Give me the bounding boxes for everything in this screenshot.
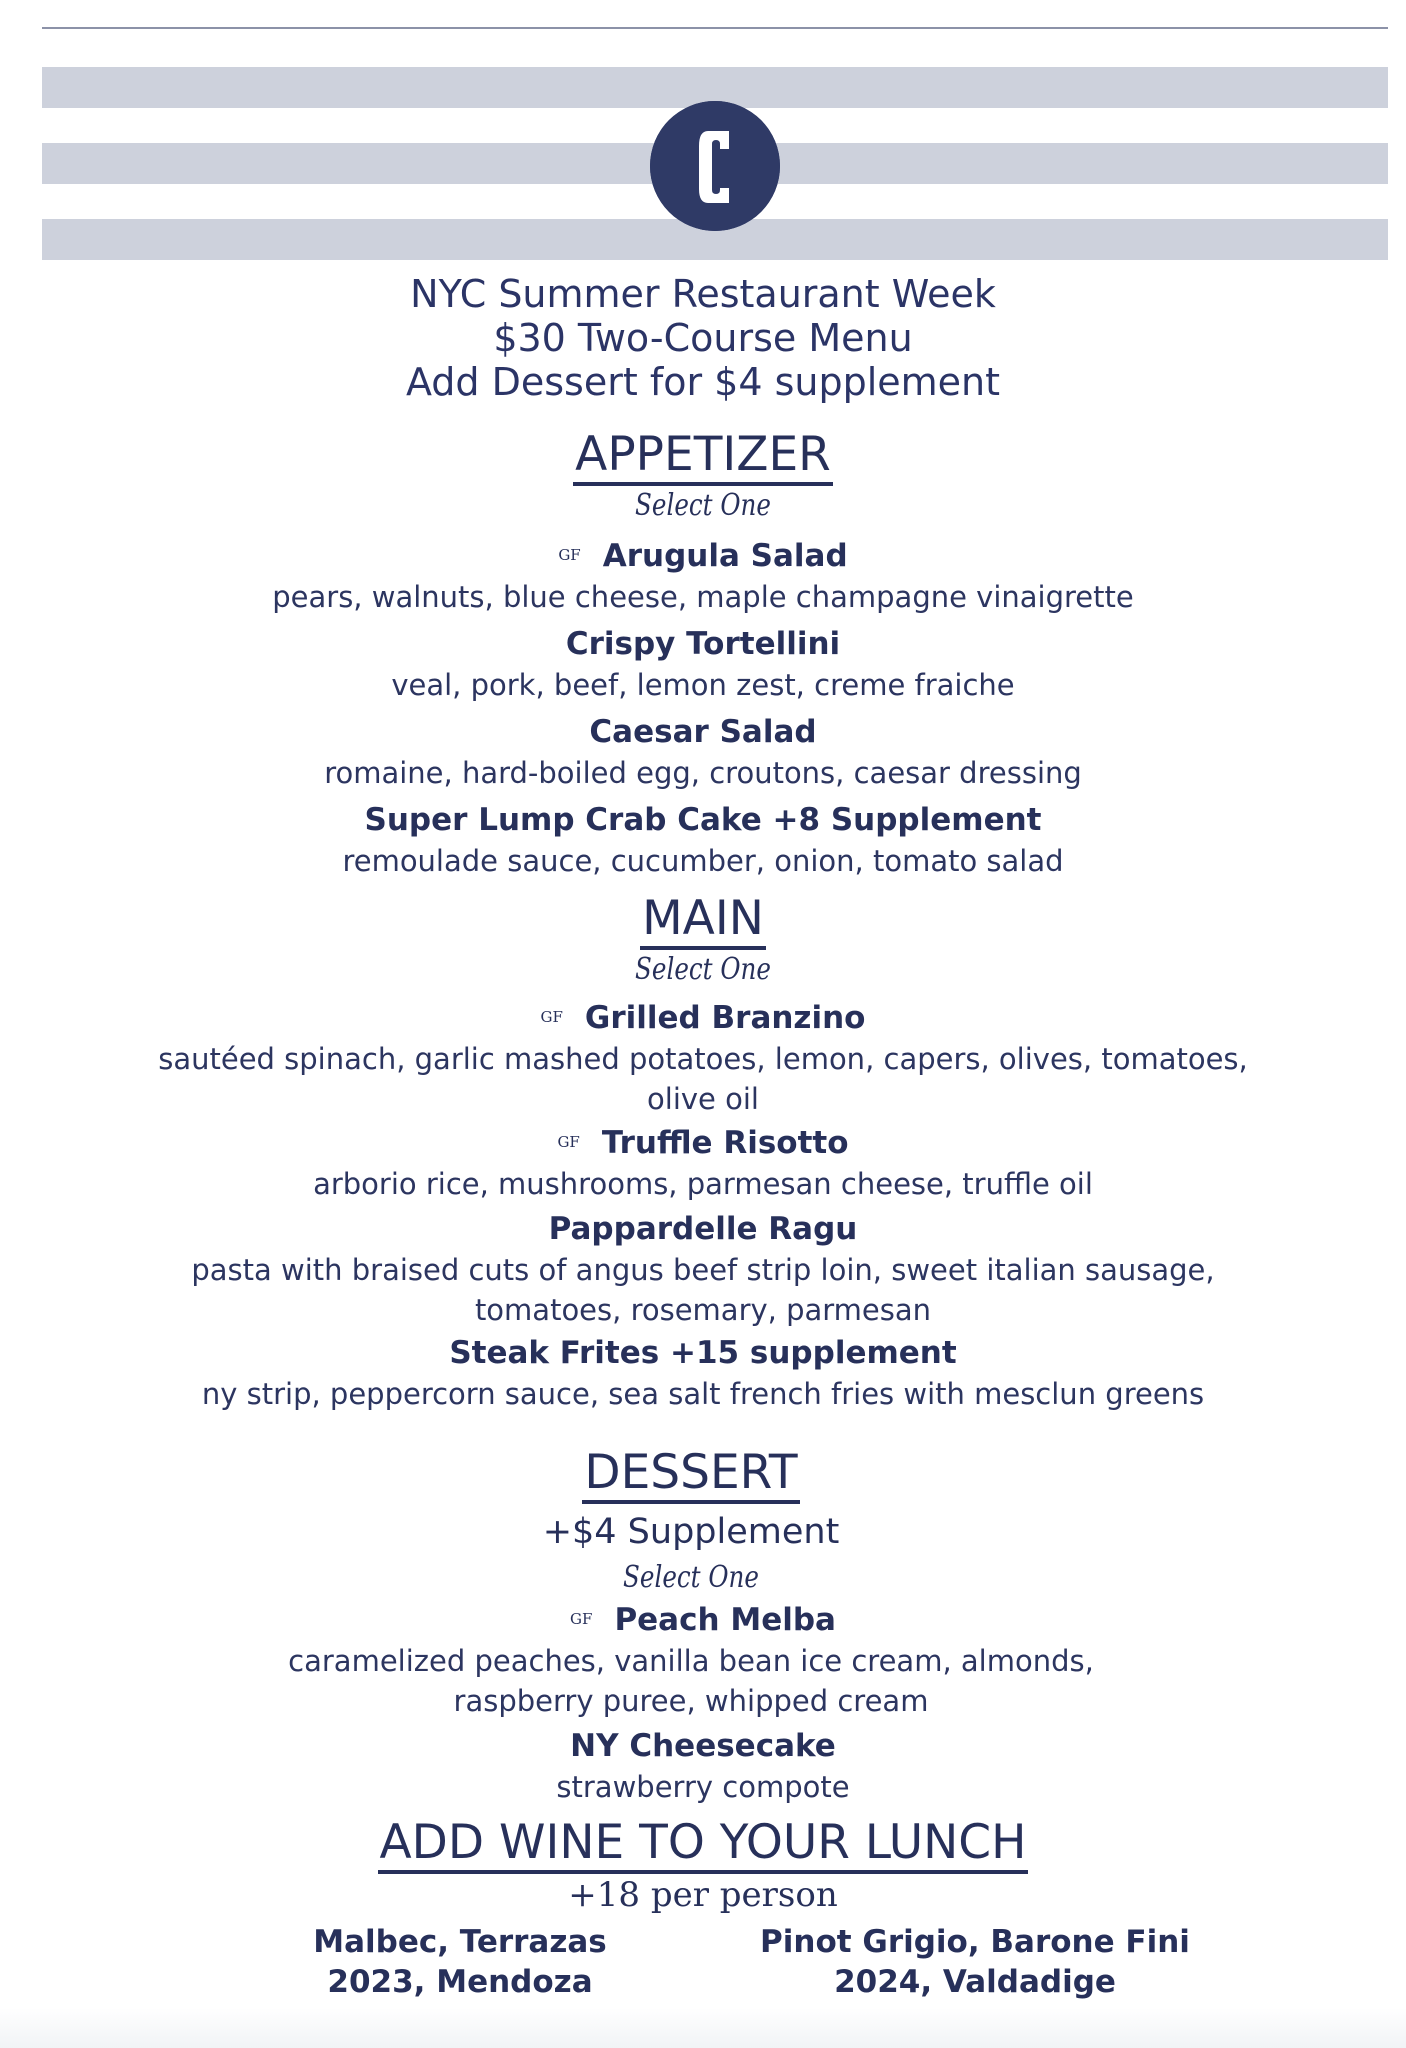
item-description: olive oil [647, 1082, 759, 1116]
appetizer-instruction: Select One [635, 488, 771, 523]
item-name: Grilled Branzino [584, 1000, 866, 1036]
item-name: Steak Frites +15 supplement [449, 1335, 957, 1371]
wine-title: ADD WINE TO YOUR LUNCH [378, 1816, 1029, 1874]
item-name: Truffle Risotto [601, 1125, 849, 1161]
menu-item [0, 1121, 1406, 1204]
wine-section [0, 1816, 1406, 1916]
dessert-title: DESSERT [582, 1446, 799, 1504]
menu-item [0, 711, 1406, 793]
menu-intro [0, 272, 1406, 404]
wine-option [735, 1922, 1215, 2002]
bottom-fade [0, 2008, 1406, 2048]
dessert-supplement: +$4 Supplement [542, 1512, 840, 1552]
gluten-free-icon: GF [557, 1133, 580, 1151]
item-name: Pappardelle Ragu [548, 1211, 858, 1247]
intro-price: $30 Two-Course Menu [493, 316, 913, 360]
gluten-free-icon: GF [570, 1610, 593, 1628]
item-name: Peach Melba [614, 1602, 836, 1638]
item-name: Super Lump Crab Cake +8 Supplement [364, 802, 1042, 838]
menu-item [0, 799, 1406, 881]
wine-price: +18 per person [568, 1875, 838, 1915]
intro-dessert: Add Dessert for $4 supplement [405, 360, 1001, 404]
item-description: remoulade sauce, cucumber, onion, tomato salad [342, 844, 1064, 878]
item-name: Crispy Tortellini [565, 626, 841, 662]
item-description: tomatoes, rosemary, parmesan [474, 1293, 932, 1327]
item-name: Caesar Salad [589, 714, 817, 750]
menu-item [0, 623, 1406, 705]
item-description: romaine, hard-boiled egg, croutons, caesar dressing [324, 756, 1082, 790]
menu-item [0, 1725, 1394, 1807]
gluten-free-icon: GF [540, 1008, 563, 1026]
appetizer-section [0, 428, 1406, 881]
wine-name: Pinot Grigio, Barone Fini [760, 1924, 1190, 1960]
wine-name: Malbec, Terrazas [313, 1924, 607, 1960]
item-name: Arugula Salad [602, 538, 848, 574]
item-description: pears, walnuts, blue cheese, maple champagne vinaigrette [272, 580, 1134, 614]
top-rule [42, 27, 1388, 29]
menu-item [0, 1598, 1394, 1721]
dessert-instruction: Select One [623, 1560, 759, 1595]
restaurant-logo [650, 101, 780, 231]
item-description: veal, pork, beef, lemon zest, creme fraiche [391, 668, 1015, 702]
wine-vintage: 2023, Mendoza [327, 1964, 593, 2000]
item-name: NY Cheesecake [570, 1728, 836, 1764]
main-section [0, 892, 1406, 1414]
item-description: pasta with braised cuts of angus beef strip loin, sweet italian sausage, [191, 1253, 1215, 1287]
main-title: MAIN [640, 892, 766, 950]
appetizer-title: APPETIZER [573, 428, 833, 486]
c-logo-icon [650, 101, 780, 231]
main-instruction: Select One [635, 952, 771, 987]
menu-item [0, 1332, 1406, 1414]
item-description: arborio rice, mushrooms, parmesan cheese, truffle oil [313, 1167, 1093, 1201]
menu-item [0, 996, 1406, 1119]
gluten-free-icon: GF [558, 546, 581, 564]
item-description: caramelized peaches, vanilla bean ice cream, almonds, [288, 1644, 1094, 1678]
item-description: raspberry puree, whipped cream [453, 1684, 929, 1718]
item-description: strawberry compote [556, 1770, 850, 1804]
menu-item [0, 1208, 1406, 1330]
item-description: sautéed spinach, garlic mashed potatoes, lemon, capers, olives, tomatoes, [158, 1042, 1248, 1076]
item-description: ny strip, peppercorn sauce, sea salt french fries with mesclun greens [201, 1377, 1205, 1411]
intro-event: NYC Summer Restaurant Week [410, 272, 996, 316]
wine-option [280, 1922, 640, 2002]
menu-item [0, 534, 1406, 617]
dessert-section [0, 1446, 1394, 1807]
wine-vintage: 2024, Valdadige [834, 1964, 1116, 2000]
